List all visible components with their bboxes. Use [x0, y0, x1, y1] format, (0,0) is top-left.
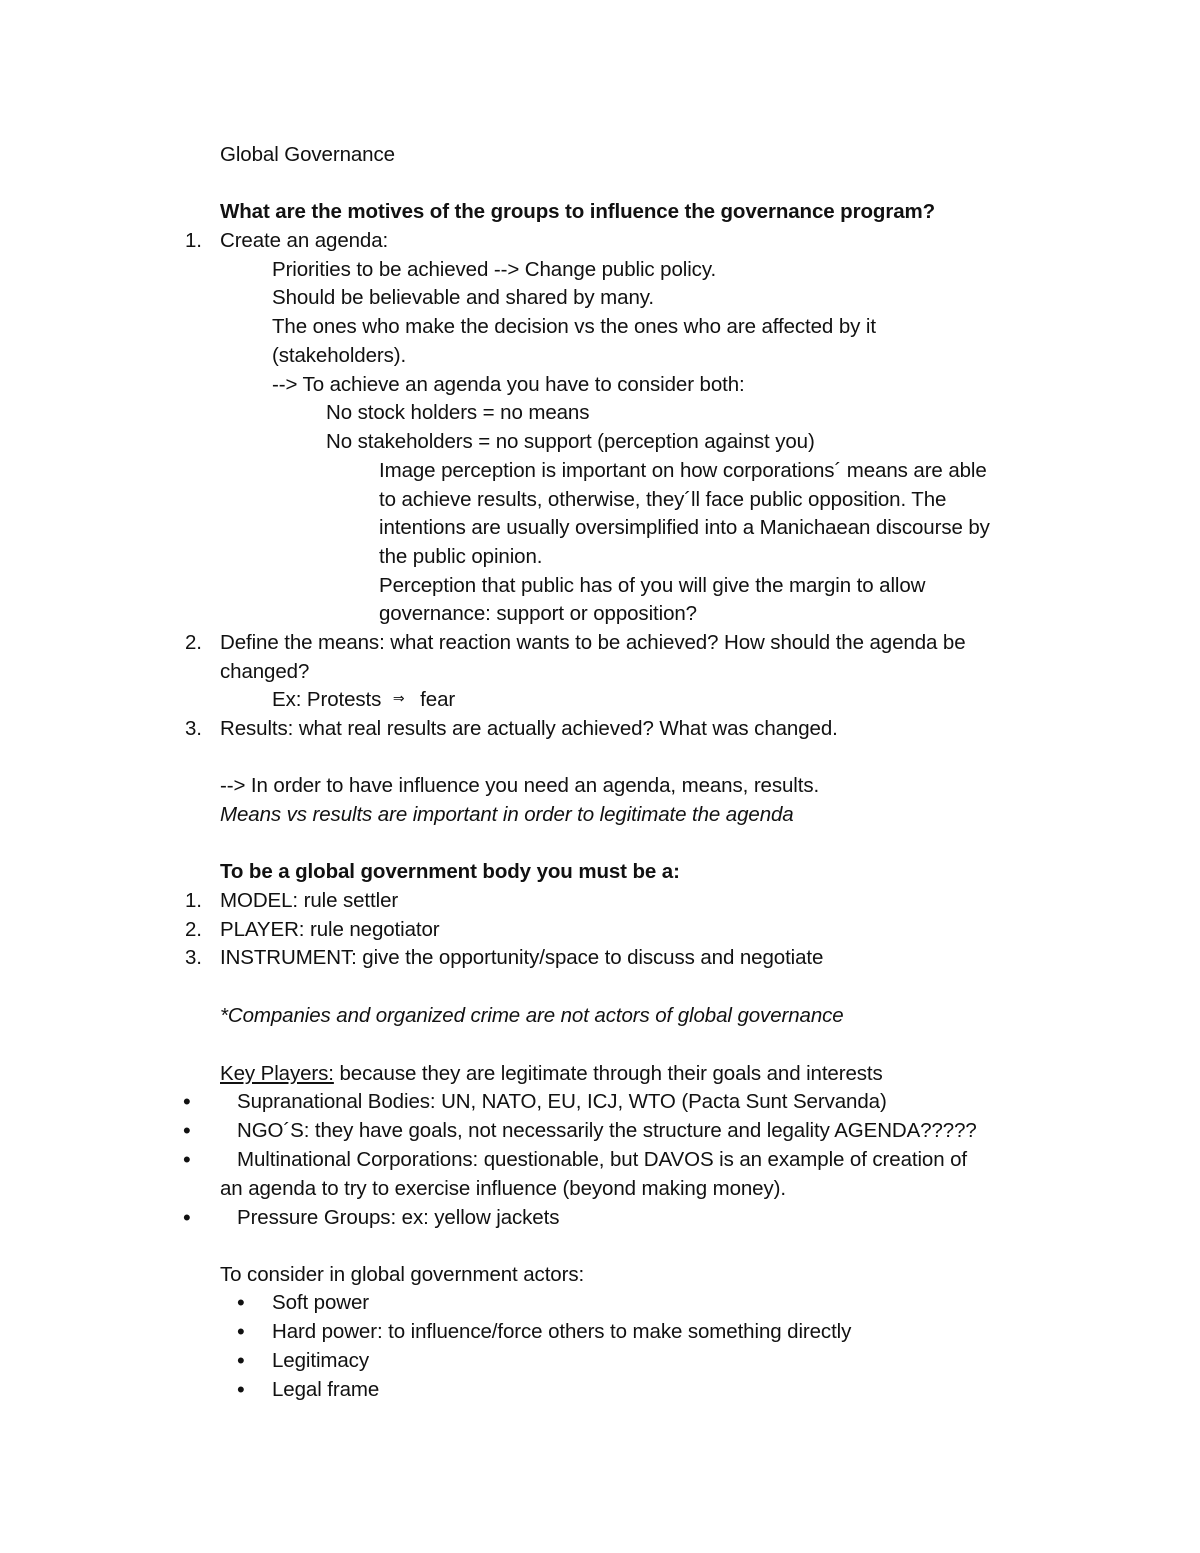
list-item: PLAYER: rule negotiator [220, 918, 440, 941]
bullet-item: Multinational Corporations: questionable, but DAVOS is an example of creation of [237, 1148, 968, 1171]
example-prefix: Ex: Protests [272, 688, 382, 711]
list-item-continuation: changed? [220, 660, 310, 683]
sub-sub-item: No stock holders = no means [326, 401, 590, 424]
bullet-item: Legitimacy [272, 1349, 369, 1372]
note-text: Means vs results are important in order to legitimate the agenda [220, 803, 794, 826]
sub-sub-item: No stakeholders = no support (perception against you) [326, 430, 815, 453]
list-number: 1. [185, 889, 202, 912]
detail-text: governance: support or opposition? [379, 602, 697, 625]
sub-item: The ones who make the decision vs the ones who are affected by it [272, 315, 876, 338]
detail-text: Perception that public has of you will give the margin to allow [379, 574, 926, 597]
bullet-item-continuation: an agenda to try to exercise influence (beyond making money). [220, 1177, 786, 1200]
detail-text: to achieve results, otherwise, they´ll face public opposition. The [379, 488, 947, 511]
bullet-item: Pressure Groups: ex: yellow jackets [237, 1206, 560, 1229]
sub-item: (stakeholders). [272, 344, 407, 367]
key-players-line [220, 1060, 883, 1088]
bullet-icon: • [237, 1319, 245, 1344]
list-number: 2. [185, 631, 202, 654]
list-item: INSTRUMENT: give the opportunity/space to discuss and negotiate [220, 946, 824, 969]
example-suffix: fear [420, 688, 456, 711]
list-number: 3. [185, 946, 202, 969]
bullet-icon: • [237, 1348, 245, 1373]
sub-item: Should be believable and shared by many. [272, 286, 654, 309]
note-text: *Companies and organized crime are not actors of global governance [220, 1004, 844, 1027]
bullet-item: NGO´S: they have goals, not necessarily the structure and legality AGENDA????? [237, 1119, 977, 1142]
bullet-icon: • [183, 1089, 191, 1114]
list-number: 3. [185, 717, 202, 740]
detail-text: Image perception is important on how corporations´ means are able [379, 459, 987, 482]
sub-item: Priorities to be achieved --> Change public policy. [272, 258, 717, 281]
bullet-item: Soft power [272, 1291, 369, 1314]
list-number: 2. [185, 918, 202, 941]
arrow-icon: ⇒ [392, 690, 405, 706]
section1-question: What are the motives of the groups to influence the governance program? [220, 200, 936, 223]
bullet-icon: • [183, 1147, 191, 1172]
list-item: MODEL: rule settler [220, 889, 399, 912]
bullet-item: Hard power: to influence/force others to make something directly [272, 1320, 852, 1343]
page-title: Global Governance [220, 143, 395, 166]
list-item: Define the means: what reaction wants to be achieved? How should the agenda be [220, 631, 966, 654]
list-item: Create an agenda: [220, 229, 389, 252]
bullet-icon: • [183, 1205, 191, 1230]
conclusion-text: --> In order to have influence you need an agenda, means, results. [220, 774, 820, 797]
detail-text: the public opinion. [379, 545, 543, 568]
key-players-intro: because they are legitimate through their goals and interests [339, 1062, 883, 1085]
bullet-icon: • [183, 1118, 191, 1143]
section4-heading: To consider in global government actors: [220, 1263, 585, 1286]
section2-heading: To be a global government body you must be a: [220, 860, 680, 883]
detail-text: intentions are usually oversimplified into a Manichaean discourse by [379, 516, 990, 539]
bullet-icon: • [237, 1377, 245, 1402]
key-players-label: Key Players: [220, 1062, 334, 1085]
bullet-item: Legal frame [272, 1378, 380, 1401]
list-number: 1. [185, 229, 202, 252]
list-item: Results: what real results are actually achieved? What was changed. [220, 717, 838, 740]
bullet-item: Supranational Bodies: UN, NATO, EU, ICJ, WTO (Pacta Sunt Servanda) [237, 1090, 887, 1113]
bullet-icon: • [237, 1290, 245, 1315]
example-line [272, 686, 455, 714]
sub-item: --> To achieve an agenda you have to consider both: [272, 373, 745, 396]
